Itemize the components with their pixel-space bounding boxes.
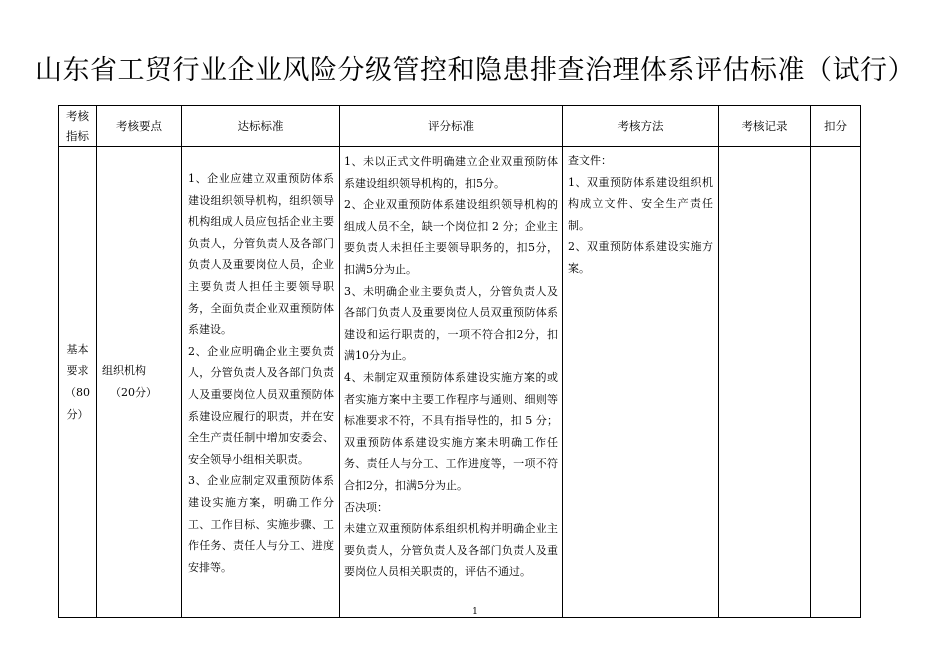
scoring-cell [340,147,563,618]
page-number: 1 [472,607,478,617]
deduction-cell[interactable] [811,147,861,618]
scoring-item: 2、企业双重预防体系建设组织领导机构的组成人员不全，缺一个岗位扣 2 分；企业主要负责人未担任主要领导职务的，扣5分，扣满5分为止。 [344,198,558,276]
header-record: 考核记录 [719,106,811,147]
veto-heading: 否决项： [344,500,388,514]
header-key-points: 考核要点 [97,106,182,147]
header-method: 考核方法 [563,106,719,147]
header-standard: 达标标准 [182,106,340,147]
table-row [59,147,861,618]
record-cell[interactable] [719,147,811,618]
key-point-name: 组织机构 [102,364,146,378]
assessment-table [58,105,861,618]
method-item: 2、双重预防体系建设实施方案。 [568,240,713,275]
indicator-line: 分） [66,407,89,421]
standard-cell [182,147,340,618]
standard-item: 3、企业应制定双重预防体系建设实施方案，明确工作分工、工作目标、实施步骤、工作任务、责任人与分工、进度安排等。 [188,474,334,574]
document-title: 山东省工贸行业企业风险分级管控和隐患排查治理体系评估标准（试行） [35,55,915,86]
scoring-item: 4、未制定双重预防体系建设实施方案的或者实施方案中主要工作程序与通则、细则等标准要求不符，不具有指导性的，扣 5 分；双重预防体系建设实施方案未明确工作任务、责任人与分工、工作进度等，一项不符合扣2分，扣满5分为止。 [344,370,558,492]
standard-item: 2、企业应明确企业主要负责人，分管负责人及各部门负责人及重要岗位人员双重预防体系建设应履行的职责，并在安全生产责任制中增加安委会、安全领导小组相关职责。 [188,344,334,466]
scoring-item: 3、未明确企业主要负责人，分管负责人及各部门负责人及重要岗位人员双重预防体系建设和运行职责的，一项不符合扣2分，扣满10分为止。 [344,284,558,363]
table-header-row [59,106,861,147]
header-indicator [59,106,97,147]
indicator-line: 基本 [66,342,89,356]
scoring-item: 1、未以正式文件明确建立企业双重预防体系建设组织领导机构的，扣5分。 [344,155,558,190]
method-cell [563,147,719,618]
key-point-cell [97,147,182,618]
header-indicator-line: 指标 [66,129,89,143]
key-point-score: （20分） [110,386,157,399]
header-deduction: 扣分 [811,106,861,147]
veto-item: 未建立双重预防体系组织机构并明确企业主要负责人，分管负责人及各部门负责人及重要岗位人员相关职责的，评估不通过。 [344,522,558,579]
standard-item: 1、企业应建立双重预防体系建设组织领导机构，组织领导机构组成人员应包括企业主要负责人，分管负责人及各部门负责人及重要岗位人员，企业主要负责人担任主要领导职务，全面负责企业双重预防体系建设。 [188,172,334,337]
indicator-line: （80 [65,386,90,399]
indicator-cell [59,147,97,618]
header-scoring: 评分标准 [340,106,563,147]
indicator-line: 要求 [66,364,89,378]
method-item: 1、双重预防体系建设组织机构成立文件、安全生产责任制。 [568,175,713,232]
method-heading: 查文件： [568,154,612,167]
header-indicator-line: 考核 [66,109,89,123]
